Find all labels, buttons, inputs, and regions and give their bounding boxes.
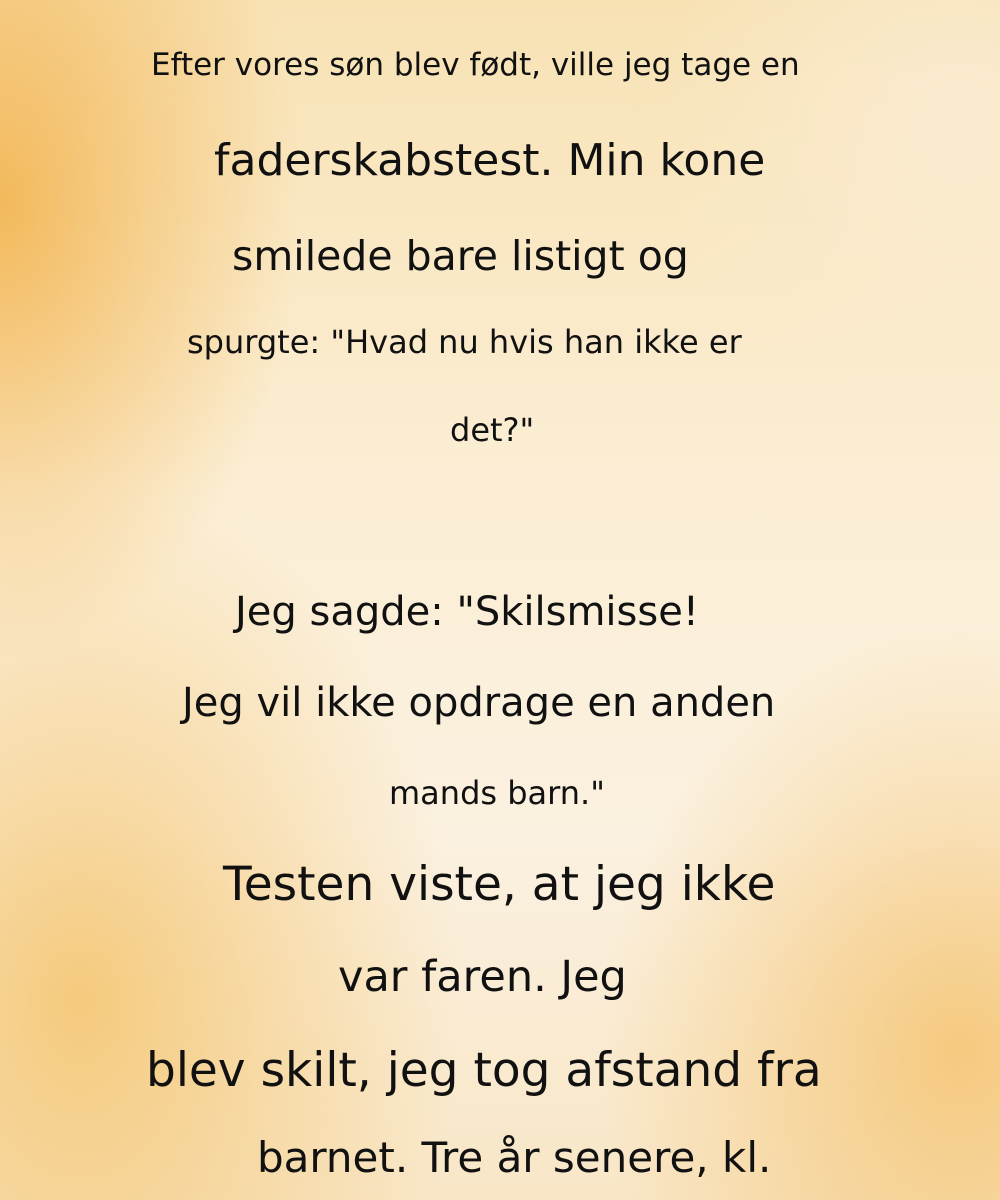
story-line-12: barnet. Tre år senere, kl. [257,1133,772,1182]
story-line-11: blev skilt, jeg tog afstand fra [146,1043,822,1098]
story-line-3: smilede bare listigt og [232,232,689,280]
story-line-9: Testen viste, at jeg ikke [223,857,776,912]
story-line-2: faderskabstest. Min kone [214,135,766,186]
story-line-10: var faren. Jeg [338,952,627,1002]
story-line-5: det?" [450,411,535,449]
story-line-6: Jeg sagde: "Skilsmisse! [235,589,699,635]
story-line-8: mands barn." [389,774,605,812]
story-line-4: spurgte: "Hvad nu hvis han ikke er [187,323,742,361]
story-line-7: Jeg vil ikke opdrage en anden [182,680,776,726]
story-line-1: Efter vores søn blev født, ville jeg tage en [151,47,800,83]
